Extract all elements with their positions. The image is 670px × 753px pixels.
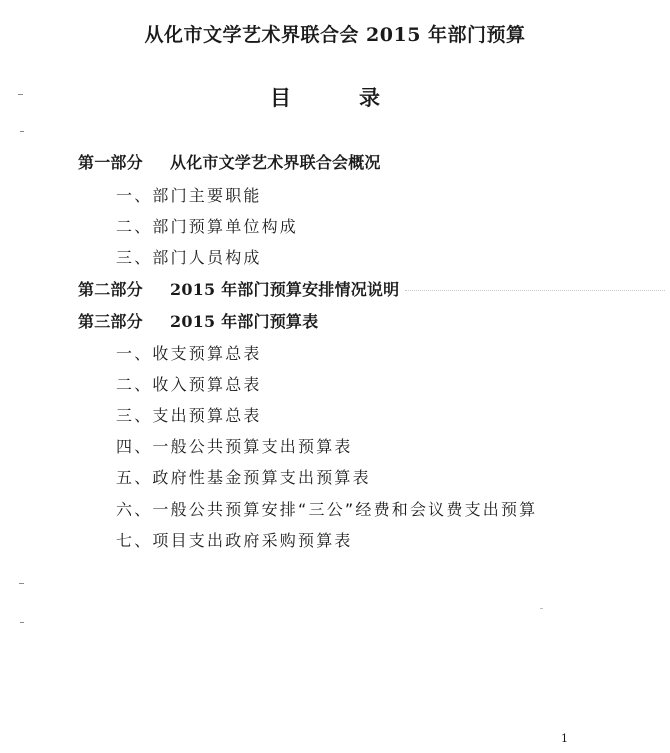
scan-artifact	[540, 608, 543, 609]
toc-heading-char-1: 目	[270, 85, 291, 110]
page-number: 1	[561, 732, 568, 745]
toc-part-3-item-2: 二、收入预算总表	[116, 375, 262, 394]
toc-part-3-item-5: 五、政府性基金预算支出预算表	[116, 468, 371, 487]
toc-part-3	[78, 309, 318, 332]
toc-part-1-item-2: 二、部门预算单位构成	[116, 217, 299, 236]
toc-part-3-item-3: 三、支出预算总表	[116, 406, 262, 425]
toc-part-3-item-7: 七、项目支出政府采购预算表	[116, 531, 353, 550]
toc-part-3-title: 2015 年部门预算表	[170, 312, 319, 331]
scan-artifact-dotted-line	[405, 290, 665, 291]
toc-part-1-item-1: 一、部门主要职能	[116, 186, 262, 205]
toc-part-2-title: 2015 年部门预算安排情况说明	[170, 280, 400, 299]
toc-part-3-item-4: 四、一般公共预算支出预算表	[116, 437, 353, 456]
toc-part-1-label: 第一部分	[78, 153, 143, 172]
document-title: 从化市文学艺术界联合会 2015 年部门预算	[144, 24, 526, 46]
toc-part-3-item-6: 六、一般公共预算安排“三公”经费和会议费支出预算	[116, 500, 538, 519]
scan-artifact	[19, 583, 24, 584]
toc-part-3-label: 第三部分	[78, 312, 143, 331]
toc-part-1-item-3: 三、部门人员构成	[116, 248, 262, 267]
scan-artifact	[20, 622, 24, 623]
toc-part-1-title: 从化市文学艺术界联合会概况	[170, 153, 381, 172]
toc-part-2-label: 第二部分	[78, 280, 143, 299]
scan-artifact	[20, 131, 24, 132]
toc-part-1	[78, 150, 381, 173]
scan-artifact	[18, 94, 23, 95]
toc-part-3-item-1: 一、收支预算总表	[116, 344, 262, 363]
toc-heading-char-2: 录	[359, 85, 380, 110]
toc-part-2	[78, 277, 399, 300]
